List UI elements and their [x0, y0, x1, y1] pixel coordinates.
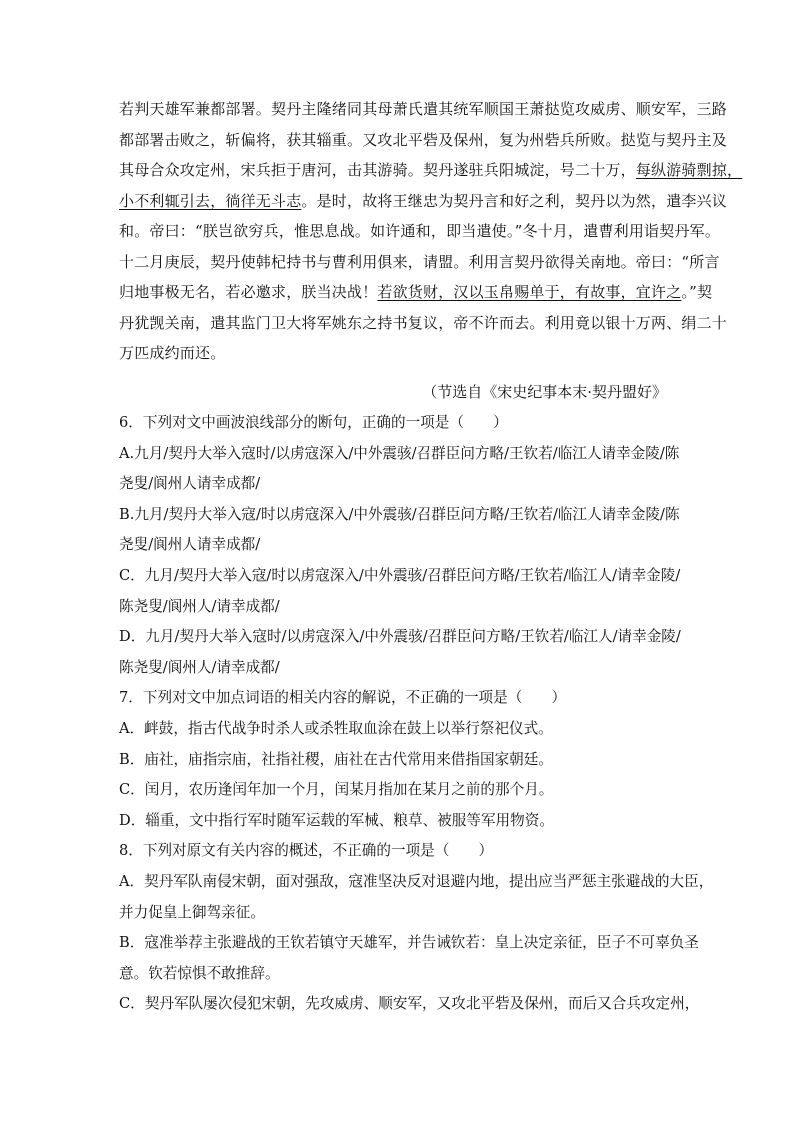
- question-8-option-c: C．契丹军队屡次侵犯宋朝，先攻威虏、顺安军，又攻北平砦及保州，而后又合兵攻定州，: [119, 995, 700, 1013]
- question-6-option-a: A.九月/契丹大举入寇时/以虏寇深入/中外震骇/召群臣问方略/王钦若/临江人请幸金陵/陈: [119, 444, 680, 462]
- question-7-option-d: D．辎重，文中指行军时随军运载的军械、粮草、被服等军用物资。: [119, 811, 554, 829]
- text: 若判天雄军兼都部署。契丹主隆绪同其母萧氏遣其统军顺国王萧挞览攻威虏、顺安军，三路: [119, 100, 728, 118]
- question-6-stem: 6．下列对文中画波浪线部分的断句，正确的一项是（ ）: [119, 414, 508, 431]
- question-8-option-b: B．寇准举荐主张避战的王钦若镇守天雄军，并告诫钦若：皇上决定亲征，臣子不可辜负圣: [119, 934, 699, 952]
- text: 归地事极无名，若必邀求，朕当决战！: [119, 283, 378, 301]
- text: 丹犹觊关南，遣其监门卫大将军姚东之持书复议，帝不许而去。利用竟以银十万两、绢二十: [119, 313, 728, 332]
- text: 都部署击败之，斩偏将，获其辎重。又攻北平砦及保州，复为州砦兵所败。挞览与契丹主及: [119, 130, 728, 149]
- question-6-option-d-cont: 陈尧叟/阆州人/请幸成都/: [119, 658, 280, 676]
- question-7-stem: 7．下列对文中加点词语的相关内容的解说，不正确的一项是（ ）: [119, 689, 567, 707]
- passage-line: [119, 125, 728, 156]
- text: 其母合众攻定州，宋兵拒于唐河，击其游骑。契丹遂驻兵阳城淀，号二十万，: [119, 161, 636, 179]
- question-list: [119, 408, 714, 1020]
- passage-line: [119, 94, 728, 125]
- question-6-option-d: D．九月/契丹大举入寇时/以虏寇深入/中外震骇/召群臣问方略/王钦若/临江人/请幸金陵/: [119, 628, 681, 646]
- text: 和。帝曰：“朕岂欲穷兵，惟思息战。如许通和，即当遣使。”冬十月，遣曹利用诣契丹军。: [119, 222, 721, 240]
- question-8-stem: 8．下列对原文有关内容的概述，不正确的一项是（ ）: [119, 842, 494, 860]
- question-6-option-a-cont: 尧叟/阆州人请幸成都/: [119, 475, 261, 493]
- passage-line: [119, 247, 720, 278]
- wavy-underlined-text: 每纵游骑剽掠，: [635, 161, 743, 179]
- question-6-option-c: C．九月/契丹大举入寇/时以虏寇深入/中外震骇/召群臣问方略/王钦若/临江人/请幸金陵/: [119, 566, 681, 584]
- question-6-option-b-cont: 尧叟/阆州人请幸成都/: [119, 536, 261, 554]
- passage-text: [119, 94, 743, 369]
- wavy-underlined-text: 小不利辄引去，徜徉无斗志: [119, 191, 302, 210]
- question-7-option-a: A．衅鼓，指古代战争时杀人或杀牲取血涂在鼓上以举行祭祀仪式。: [119, 719, 553, 737]
- text: 十二月庚辰，契丹使韩杞持书与曹利用俱来，请盟。利用言契丹欲得关南地。帝曰：“所言: [119, 252, 720, 271]
- text: 。是时，故将王继忠为契丹言和好之利，契丹以为然，遣李兴议: [301, 191, 728, 210]
- text: 万匹成约而还。: [119, 344, 226, 362]
- question-7-option-b: B．庙社，庙指宗庙，社指社稷，庙社在古代常用来借指国家朝廷。: [119, 750, 553, 768]
- passage-line: [119, 186, 728, 217]
- question-8-option-b-cont: 意。钦若惊惧不敢推辞。: [119, 964, 280, 982]
- source-citation: （节选自《宋史纪事本末·契丹盟好》: [422, 383, 667, 401]
- question-8-option-a: A．契丹军队南侵宋朝，面对强敌，寇准坚决反对退避内地，提出应当严惩主张避战的大臣，: [119, 872, 714, 890]
- passage-line: [119, 155, 743, 186]
- question-6-option-c-cont: 陈尧叟/阆州人/请幸成都/: [119, 597, 280, 615]
- question-7-option-c: C．闰月，农历逢闰年加一个月，闰某月指加在某月之前的那个月。: [119, 781, 554, 799]
- underlined-text: 若欲货财，汉以玉帛赐单于，有故事，宜许之: [377, 283, 682, 301]
- passage-line: [119, 277, 713, 308]
- text: 。”契: [681, 283, 713, 301]
- passage-line: [119, 338, 689, 369]
- passage-line: [119, 308, 728, 339]
- question-6-option-b: B.九月/契丹大举入寇/时以虏寇深入/中外震骇/召群臣问方略/王钦若/临江人请幸金陵/陈: [119, 505, 680, 523]
- question-8-option-a-cont: 并力促皇上御驾亲征。: [119, 903, 265, 921]
- passage-line: [119, 216, 721, 247]
